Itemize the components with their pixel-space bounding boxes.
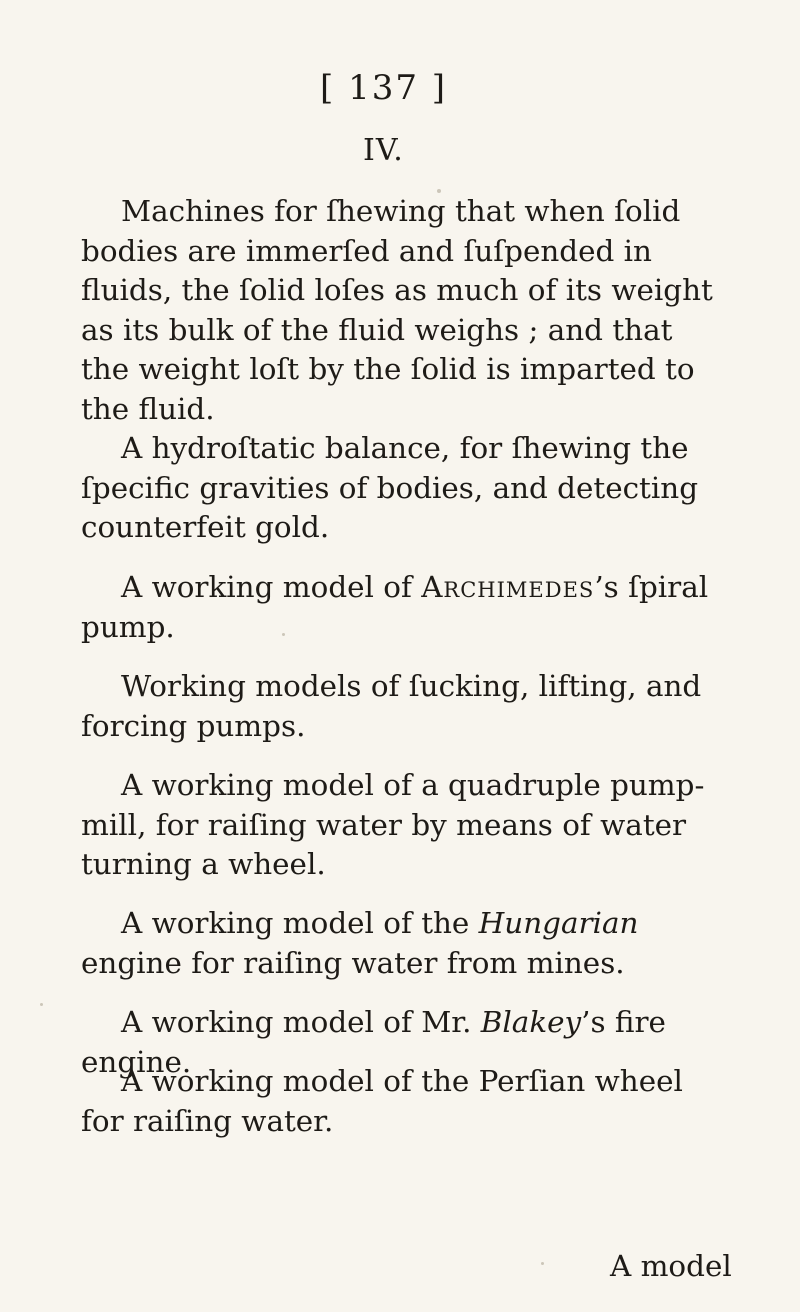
paper-speck [437, 189, 441, 193]
entry-persian [81, 1062, 721, 1141]
entry-hydrostatic [81, 429, 721, 548]
entry-hungarian-after: engine for raiſing water from mines. [81, 945, 625, 980]
page-number: [ 137 ] [320, 68, 448, 108]
catchword: A model [610, 1249, 732, 1283]
paper-speck [282, 633, 285, 636]
entry-sucking-text: Working models of ſucking, lifting, and forcing pumps. [81, 669, 702, 743]
entry-hungarian [81, 904, 721, 983]
entry-quadruple [81, 766, 721, 885]
entry-hydrostatic-text: A hydroſtatic balance, for ſhewing the ſpecific gravities of bodies, and detecting counterfeit gold. [81, 431, 699, 544]
entry-archimedes-name: Archimedes [421, 570, 595, 604]
entry-archimedes [81, 568, 721, 647]
entry-hungarian-name: Hungarian [478, 906, 639, 940]
entry-blakey-after: ’s fire engine. [81, 1005, 666, 1079]
entry-machines-text: Machines for ſhewing that when ſolid bodies are immerſed and ſuſpended in fluids, the ſolid loſes as much of its weight as its bulk of the fluid weighs ; and that the weight loſt by the ſolid is imparted to the fluid. [81, 194, 713, 426]
section-heading: IV. [363, 133, 404, 168]
entry-archimedes-after: ’s ſpiral pump. [81, 570, 709, 644]
entry-sucking [81, 667, 721, 746]
entry-blakey-name: Blakey [480, 1005, 582, 1039]
entry-hungarian-before: A working model of the [121, 906, 479, 940]
paper-speck [40, 1003, 43, 1006]
entry-machines [81, 192, 721, 429]
paper-speck [541, 1262, 544, 1265]
entry-persian-text: A working model of the Perſian wheel for raiſing water. [81, 1064, 683, 1138]
entry-archimedes-before: A working model of [121, 570, 422, 604]
entry-quadruple-text: A working model of a quadruple pump-mill, for raiſing water by means of water turning a wheel. [81, 768, 705, 881]
entry-blakey-before: A working model of Mr. [121, 1005, 481, 1039]
